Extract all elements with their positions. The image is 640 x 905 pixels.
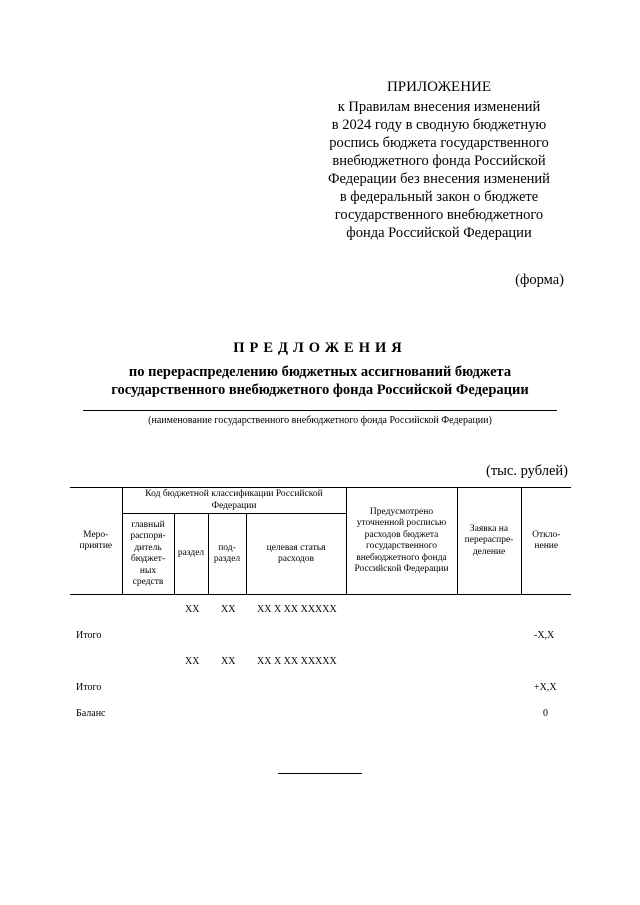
table-row-balance: [70, 708, 571, 722]
cell-target: ХХ Х ХХ ХХХХХ: [257, 604, 337, 615]
document-subtitle: [60, 363, 580, 399]
appendix-line: роспись бюджета государственного: [329, 135, 549, 151]
cell-section: ХХ: [185, 656, 200, 667]
header-target-article: целевая статья расходов: [246, 514, 346, 595]
table-row: [70, 656, 571, 670]
form-label: (форма): [515, 272, 564, 288]
units-label: (тыс. рублей): [486, 463, 568, 479]
cell-label: Итого: [76, 630, 102, 641]
cell-subsection: ХХ: [221, 604, 236, 615]
appendix-line: внебюджетного фонда Российской: [332, 153, 546, 169]
cell-deviation: +Х,Х: [534, 682, 557, 693]
appendix-heading: ПРИЛОЖЕНИЕ: [386, 79, 492, 95]
cell-label: Баланс: [76, 708, 106, 719]
table-row-total: [70, 682, 571, 696]
cell-deviation: 0: [543, 708, 548, 719]
header-section: раздел: [174, 514, 208, 595]
appendix-line: к Правилам внесения изменений: [337, 99, 541, 115]
fund-name-line: [83, 410, 557, 411]
header-deviation: Откло-нение: [521, 488, 571, 595]
header-kbk-group: Код бюджетной классификации Российской Федерации: [122, 488, 346, 514]
header-subsection: под-раздел: [208, 514, 246, 595]
cell-label: Итого: [76, 682, 102, 693]
header-planned: Предусмотрено уточненной росписью расходов бюджета государственного внебюджетного фонда Российской Федерации: [346, 488, 457, 595]
appendix-line: Федерации без внесения изменений: [328, 171, 550, 187]
appendix-line: государственного внебюджетного: [334, 207, 544, 223]
header-measure: Меро- приятие: [70, 488, 122, 595]
cell-section: ХХ: [185, 604, 200, 615]
header-chief-manager: главный распоря-дитель бюджет-ных средств: [122, 514, 174, 595]
appendix-line: в федеральный закон о бюджете: [339, 189, 539, 205]
cell-subsection: ХХ: [221, 656, 236, 667]
subtitle-line: по перераспределению бюджетных ассигнований бюджета: [128, 364, 512, 380]
allocation-table: [70, 487, 571, 595]
cell-deviation: -Х,Х: [534, 630, 555, 641]
signature-line: [278, 773, 362, 774]
appendix-line: в 2024 году в сводную бюджетную: [331, 117, 547, 133]
cell-target: ХХ Х ХХ ХХХХХ: [257, 656, 337, 667]
appendix-block: [312, 78, 566, 242]
fund-name-caption: (наименование государственного внебюджетного фонда Российской Федерации): [148, 415, 492, 426]
subtitle-line: государственного внебюджетного фонда Российской Федерации: [111, 382, 529, 398]
table-row-total: [70, 630, 571, 644]
header-request: Заявка на перераспре-деление: [457, 488, 521, 595]
appendix-line: фонда Российской Федерации: [346, 225, 532, 241]
table-row: [70, 604, 571, 618]
document-title: ПРЕДЛОЖЕНИЯ: [233, 340, 407, 356]
